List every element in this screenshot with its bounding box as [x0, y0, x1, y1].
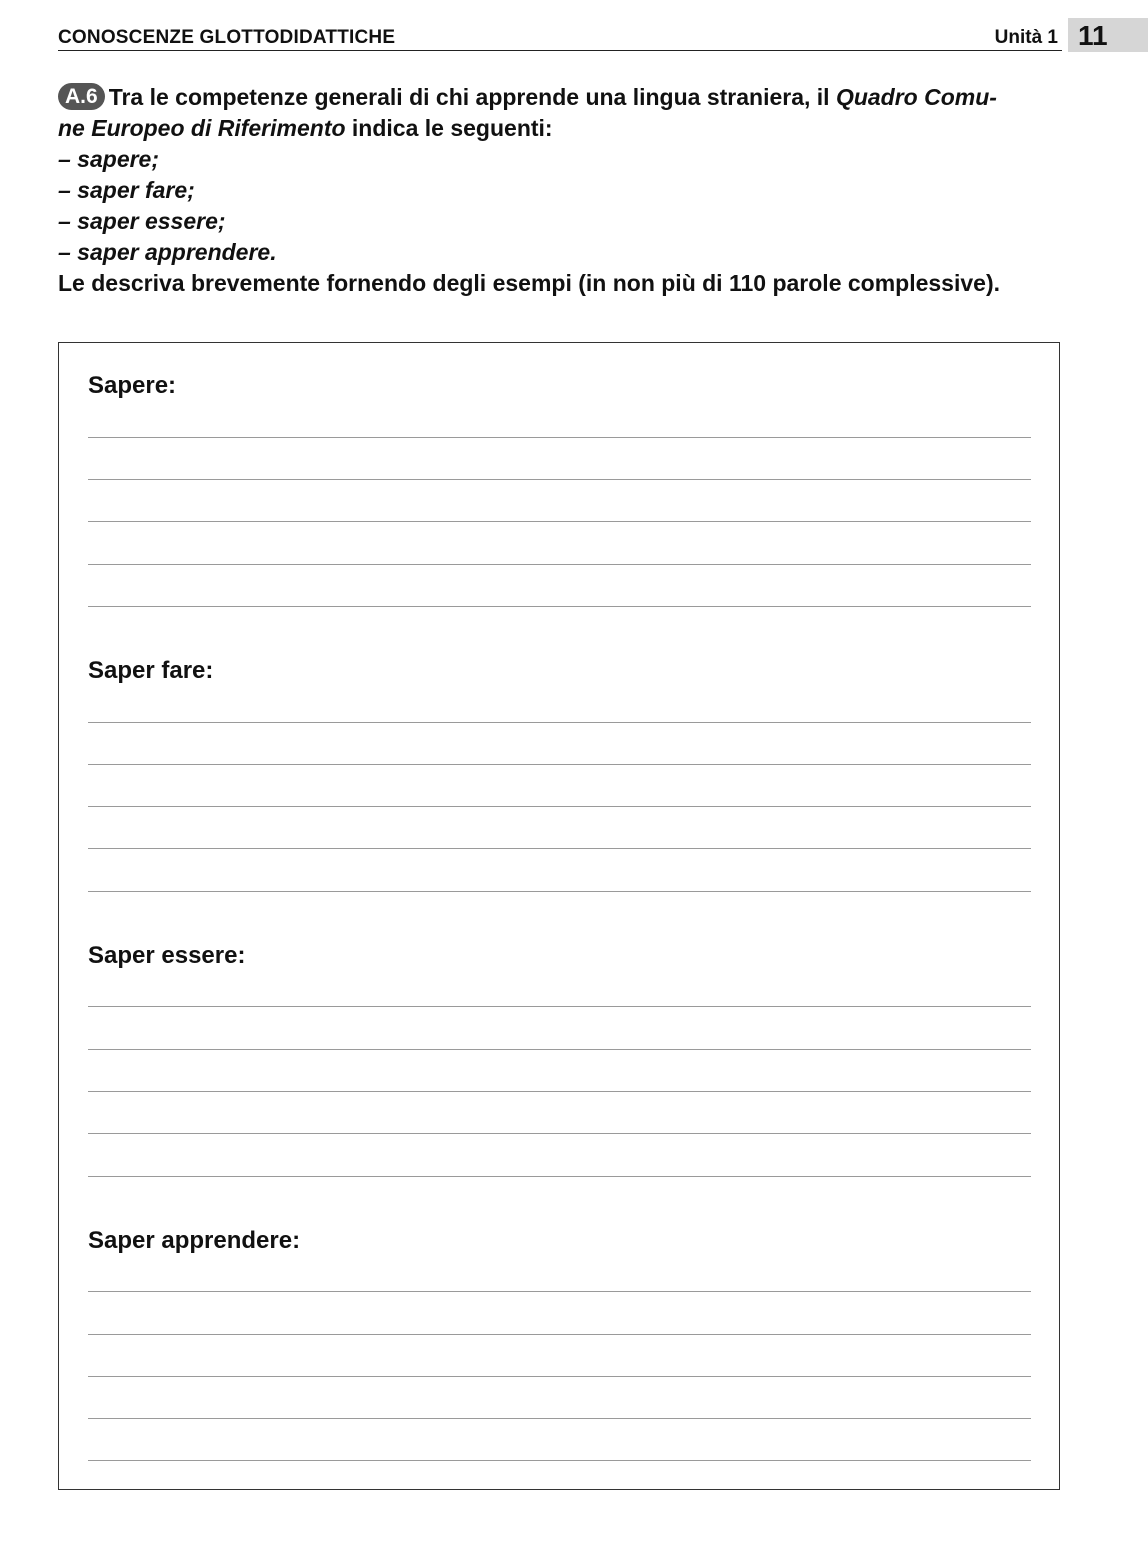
writing-line[interactable]	[88, 606, 1031, 607]
section-label: Saper essere:	[88, 942, 246, 969]
question-intro-text-a: Tra le competenze generali di chi apprende una lingua straniera, il	[108, 84, 836, 110]
writing-line[interactable]	[88, 1291, 1031, 1292]
writing-line[interactable]	[88, 1460, 1031, 1461]
question-instruction: Le descriva brevemente fornendo degli esempi (in non più di 110 parole complessive).	[58, 270, 1001, 296]
writing-line[interactable]	[88, 1418, 1031, 1419]
answer-section-saper-essere	[88, 941, 1031, 971]
page-header	[58, 22, 1062, 51]
section-label: Sapere:	[88, 372, 177, 399]
answer-section-saper-fare	[88, 656, 1031, 686]
question-intro	[58, 82, 1068, 113]
writing-line[interactable]	[88, 1006, 1031, 1007]
writing-line[interactable]	[88, 806, 1031, 807]
writing-line[interactable]	[88, 891, 1031, 892]
writing-line[interactable]	[88, 1334, 1031, 1335]
question-block	[58, 82, 1068, 299]
writing-line[interactable]	[88, 521, 1031, 522]
answer-section-saper-apprendere	[88, 1226, 1031, 1256]
question-intro-italic-a: Quadro Comu-	[835, 84, 997, 110]
section-label: Saper fare:	[88, 657, 214, 684]
question-intro-text-b: indica le seguenti:	[345, 115, 553, 141]
writing-line[interactable]	[88, 1176, 1031, 1177]
writing-line[interactable]	[88, 722, 1031, 723]
list-item-saper-essere: – saper essere;	[58, 208, 226, 234]
writing-line[interactable]	[88, 1133, 1031, 1134]
list-item-saper-fare: – saper fare;	[58, 177, 195, 203]
page-number: 11	[1068, 18, 1148, 52]
writing-line[interactable]	[88, 848, 1031, 849]
writing-line[interactable]	[88, 764, 1031, 765]
writing-line[interactable]	[88, 1376, 1031, 1377]
section-label: Saper apprendere:	[88, 1227, 301, 1254]
writing-line[interactable]	[88, 437, 1031, 438]
section-title: CONOSCENZE GLOTTODIDATTICHE	[58, 27, 396, 48]
writing-line[interactable]	[88, 1049, 1031, 1050]
writing-line[interactable]	[88, 479, 1031, 480]
writing-line[interactable]	[88, 1091, 1031, 1092]
answer-box	[58, 342, 1060, 1490]
list-item-saper-apprendere: – saper apprendere.	[58, 239, 277, 265]
unit-label: Unità 1	[994, 27, 1058, 48]
question-intro-italic-b: ne Europeo di Riferimento	[58, 115, 346, 141]
list-item-sapere: – sapere;	[58, 146, 160, 172]
question-intro-line-2	[58, 113, 1068, 144]
question-badge: A.6	[58, 83, 105, 110]
writing-line[interactable]	[88, 564, 1031, 565]
answer-section-sapere	[88, 371, 1031, 401]
